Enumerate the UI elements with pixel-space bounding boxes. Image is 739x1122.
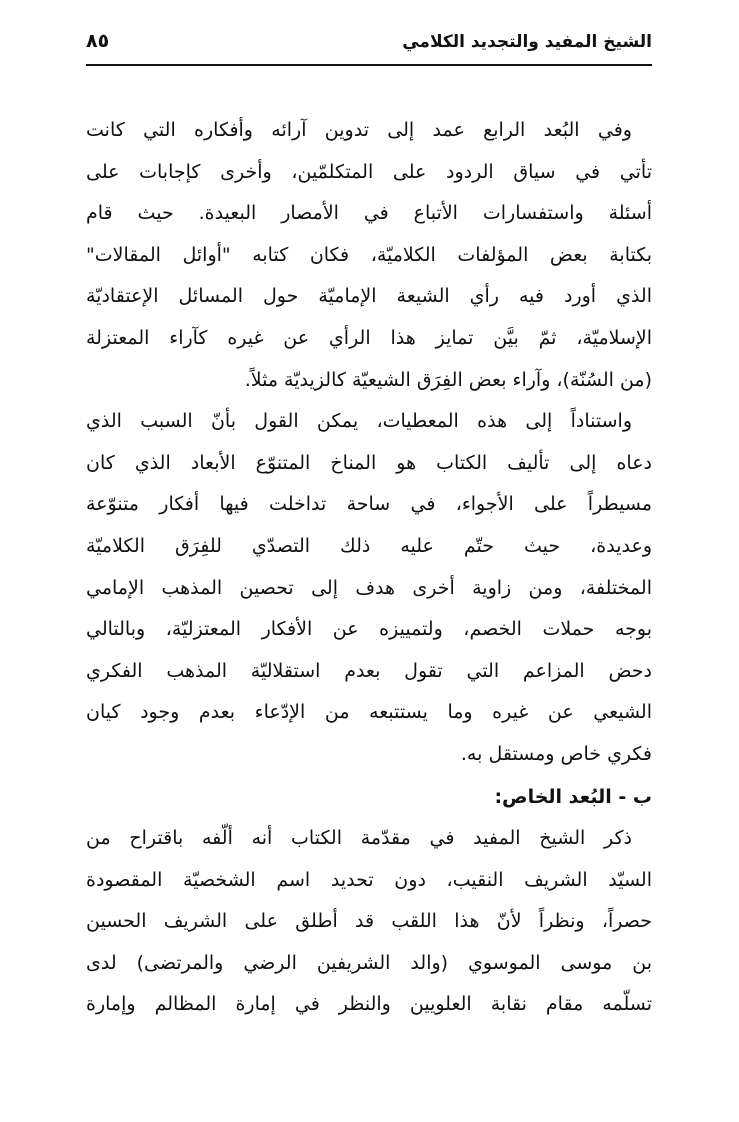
paragraph-3 bbox=[86, 818, 652, 1026]
text-line: المختلفة، ومن زاوية أخرى هدف إلى تحصين المذهب الإمامي bbox=[86, 576, 652, 599]
text-line: واستناداً إلى هذه المعطيات، يمكن القول بأنّ السبب الذي bbox=[86, 410, 632, 433]
section-heading: ب - البُعد الخاص: bbox=[494, 785, 652, 808]
text-line: الذي أورد فيه رأي الشيعة الإماميّة حول المسائل الإعتقاديّة bbox=[86, 285, 652, 308]
text-line: وفي البُعد الرابع عمد إلى تدوين آرائه وأفكاره التي كانت bbox=[86, 119, 632, 141]
text-line: مسيطراً على الأجواء، في ساحة تداخلت فيها أفكار متنوّعة bbox=[86, 493, 652, 516]
body-text bbox=[86, 110, 652, 1026]
text-line: دحض المزاعم التي تقول بعدم استقلاليّة المذهب الفكري bbox=[86, 659, 652, 682]
text-line: الإسلاميّة، ثمّ بيَّن تمايز هذا الرأي عن غيره كآراء المعتزلة bbox=[86, 326, 652, 349]
text-line: بن موسى الموسوي (والد الشريفين الرضي والمرتضى) لدى bbox=[86, 951, 652, 974]
paragraph-1 bbox=[86, 110, 652, 401]
text-line: ذكر الشيخ المفيد في مقدّمة الكتاب أنه ألّفه باقتراح من bbox=[86, 827, 632, 850]
text-line: فكري خاص ومستقل به. bbox=[460, 742, 652, 765]
text-line: دعاه إلى تأليف الكتاب هو المناخ المتنوّع الأبعاد الذي كان bbox=[86, 451, 652, 474]
text-line: السيّد الشريف النقيب، دون تحديد اسم الشخصيّة المقصودة bbox=[86, 868, 652, 891]
text-line: تسلّمه مقام نقابة العلويين والنظر في إمارة المظالم وإمارة bbox=[86, 993, 652, 1016]
text-line: بوجه حملات الخصم، ولتمييزه عن الأفكار المعتزليّة، وبالتالي bbox=[86, 618, 652, 641]
text-line: الشيعي عن غيره وما يستتبعه من الإدّعاء بعدم وجود كيان bbox=[86, 701, 652, 724]
text-line: أسئلة واستفسارات الأتباع في الأمصار البعيدة. حيث قام bbox=[86, 202, 652, 225]
text-line: (من السُنّة)، وآراء بعض الفِرَق الشيعيّة كالزيديّة مثلاً. bbox=[244, 368, 652, 391]
paragraph-2 bbox=[86, 401, 652, 775]
text-line: تأتي في سياق الردود على المتكلمّين، وأخرى كإجابات على bbox=[86, 160, 652, 183]
page-number: ٨٥ bbox=[86, 30, 110, 52]
text-line: بكتابة بعض المؤلفات الكلاميّة، فكان كتابه "أوائل المقالات" bbox=[86, 243, 652, 266]
text-line: وعديدة، حيث حتّم عليه ذلك التصدّي للفِرَق الكلاميّة bbox=[86, 534, 652, 557]
running-title: الشيخ المفيد والتجديد الكلامي bbox=[402, 32, 652, 52]
page-header bbox=[86, 28, 652, 62]
header-rule bbox=[86, 64, 652, 66]
text-line: حصراً، ونظراً لأنّ هذا اللقب قد أطلق على الشريف الحسين bbox=[86, 910, 652, 933]
